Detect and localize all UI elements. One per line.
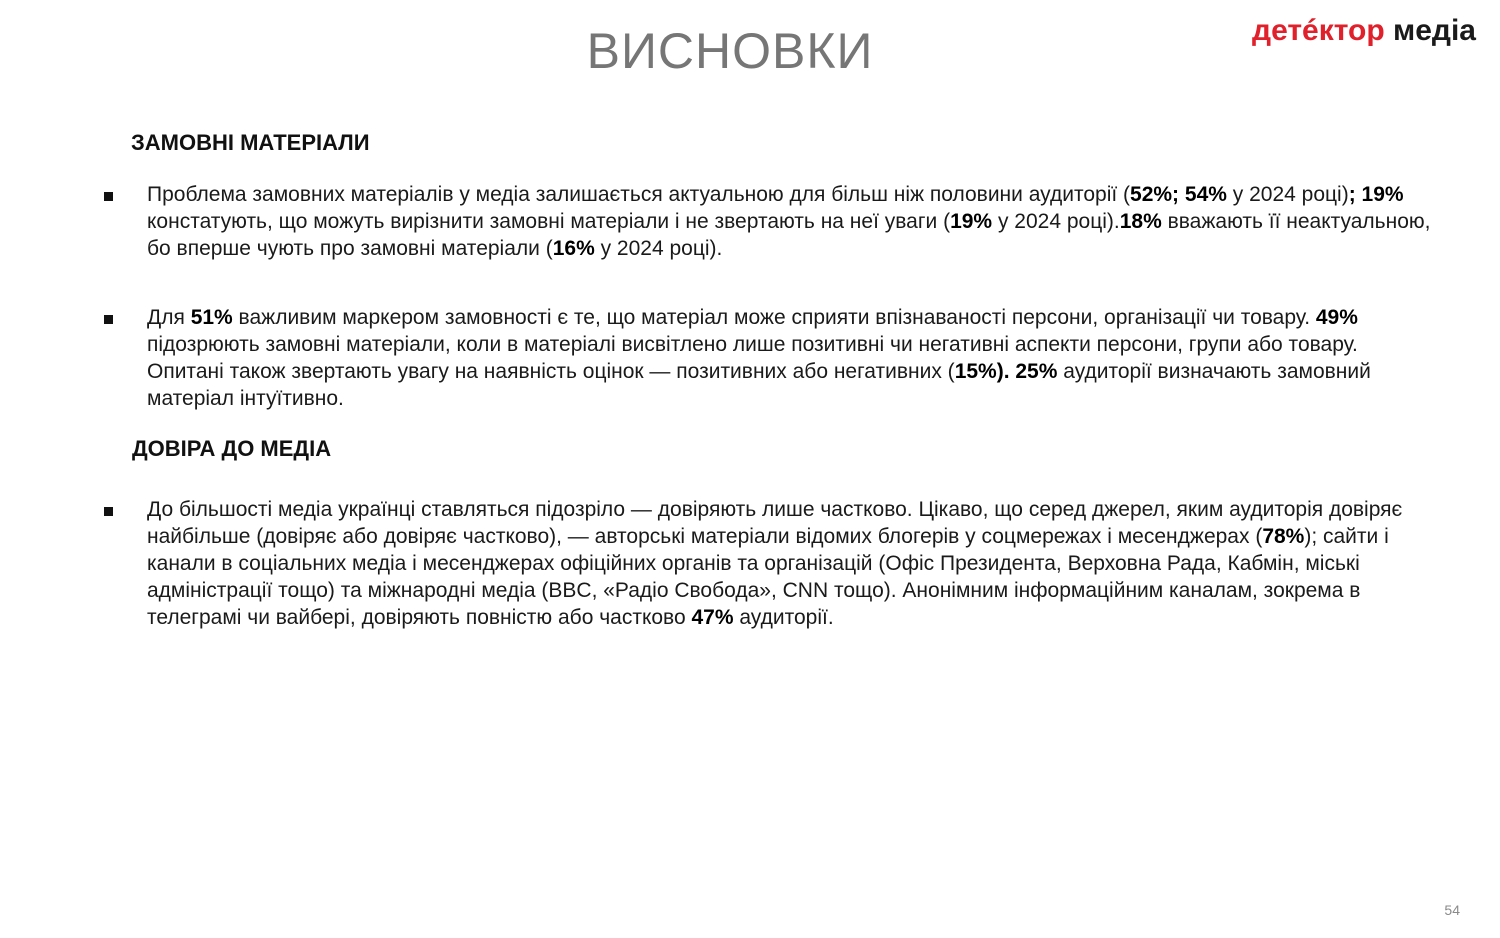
text-run: аудиторії визначають замовний матеріал інтуїтивно.: [147, 360, 1371, 410]
text-run: вважають її неактуальною, бо вперше чують про замовні матеріали (: [147, 210, 1431, 260]
text-run: До більшості медіа українці ставляться підозріло — довіряють лише частково. Цікаво, що серед джерел, яким аудиторія довіряє найбільше (довіряє або довіряє частково), — авторські матеріали відомих блогерів у соцмережах і месенджерах (: [147, 498, 1403, 548]
text-run: Для: [147, 306, 191, 329]
bullet-text: [147, 496, 1434, 631]
bold-figure: 47%: [691, 606, 734, 629]
slide-title: ВИСНОВКИ: [586, 23, 874, 79]
bold-figure: 18%: [1119, 210, 1162, 233]
bullet-paid-materials-2: [104, 304, 1434, 412]
bold-figure: 15%). 25%: [954, 360, 1058, 383]
bold-figure: ; 19%: [1348, 183, 1404, 206]
detector-media-logo: [1252, 14, 1476, 48]
bullet-marker-icon: [104, 192, 113, 201]
bold-figure: 51%: [190, 306, 233, 329]
bullet-marker-icon: [104, 507, 113, 516]
bold-figure: 78%: [1262, 525, 1305, 548]
text-run: важливим маркером замовності є те, що матеріал може сприяти впізнаваності персони, організації чи товару.: [232, 306, 1316, 329]
text-run: Проблема замовних матеріалів у медіа залишається актуальною для більш ніж половини аудиторії (: [147, 183, 1131, 206]
bullet-marker-icon: [104, 315, 113, 324]
bullet-media-trust-1: [104, 496, 1434, 631]
page-number: 54: [1444, 902, 1460, 918]
bullet-paid-materials-1: [104, 181, 1434, 262]
logo-part-red: детéктор: [1252, 14, 1385, 47]
text-run: аудиторії.: [733, 606, 834, 629]
section-heading-media-trust: ДОВІРА ДО МЕДІА: [132, 436, 332, 461]
bold-figure: 52%; 54%: [1130, 183, 1227, 206]
text-run: у 2024 році): [1226, 183, 1349, 206]
text-run: констатують, що можуть вирізнити замовні матеріали і не звертають на неї уваги (: [147, 210, 951, 233]
text-run: у 2024 році).: [594, 237, 723, 260]
bold-figure: 19%: [950, 210, 993, 233]
text-run: підозрюють замовні матеріали, коли в матеріалі висвітлено лише позитивні чи негативні аспекти персони, групи або товару. Опитані також звертають увагу на наявність оцінок — позитивних або негативних (: [147, 333, 1358, 383]
text-run: у 2024 році).: [992, 210, 1120, 233]
bullet-text: [147, 304, 1434, 412]
bullet-text: [147, 181, 1434, 262]
logo-part-dark: медіа: [1393, 14, 1476, 47]
text-run: ); сайти і канали в соціальних медіа і месенджерах офіційних органів та організацій (Офіс Президента, Верховна Рада, Кабмін, міські адміністрації тощо) та міжнародні медіа (BBC, «Радіо Свобода», CNN тощо). Анонімним інформаційним каналам, зокрема в телеграмі чи вайбері, довіряють повністю або частково: [147, 525, 1389, 629]
section-heading-paid-materials: ЗАМОВНІ МАТЕРІАЛИ: [131, 130, 370, 155]
bold-figure: 49%: [1315, 306, 1358, 329]
bold-figure: 16%: [552, 237, 595, 260]
